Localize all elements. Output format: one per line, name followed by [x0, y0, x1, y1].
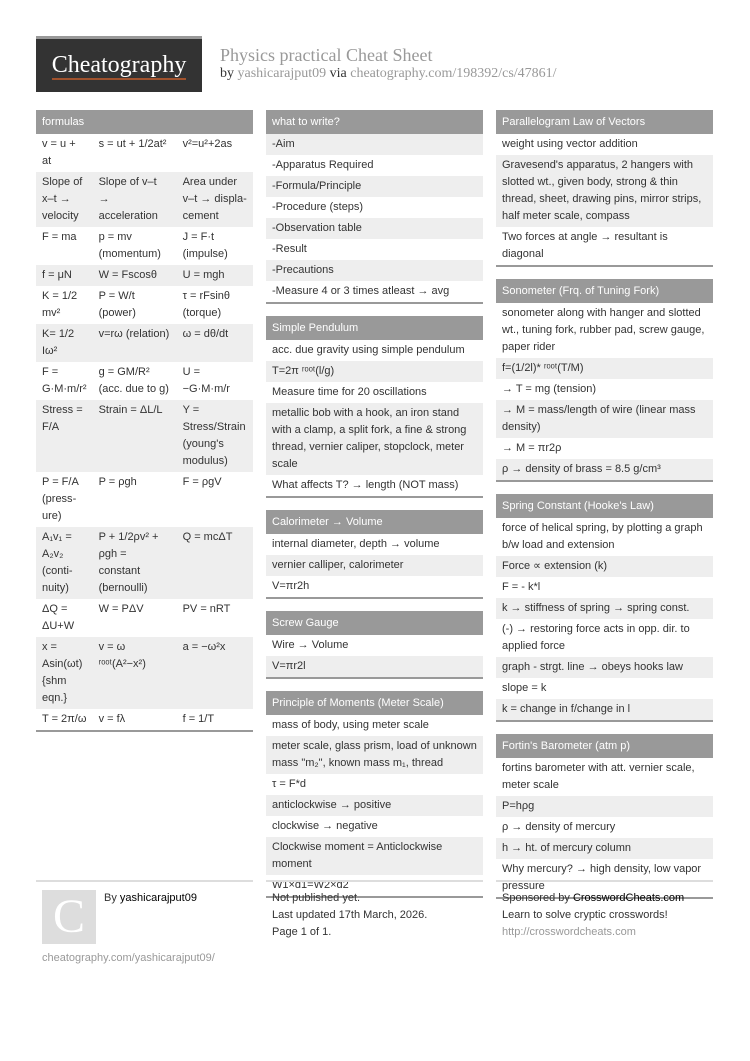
section-row: Force ∝ extension (k): [496, 556, 713, 577]
section-row: h → ht. of mercury column: [496, 838, 713, 859]
section-simple-pendulum: [266, 316, 483, 498]
author-link[interactable]: yashicarajput09: [237, 66, 327, 81]
sponsor-link[interactable]: CrosswordCheats.com: [572, 892, 685, 904]
section-row: k = change in f/change in l: [496, 699, 713, 720]
formula-cell: v = u + at: [42, 138, 76, 167]
formula-row: [36, 324, 253, 362]
formula-cell: v = fλ: [98, 713, 126, 725]
sheet-url-link[interactable]: cheatography.com/198392/cs/47861/: [350, 66, 557, 81]
section-row: Why mercury? → high density, low vapor pressure: [496, 859, 713, 897]
section-row: -Measure 4 or 3 times atleast → avg: [266, 281, 483, 302]
formula-cell: p = mv (momentum): [98, 231, 161, 260]
formula-row: [36, 709, 253, 730]
section-header: Fortin's Barometer (atm p): [496, 734, 713, 758]
page-title: Physics practical Cheat Sheet: [220, 45, 433, 65]
formula-cell: v=rω (relation): [93, 324, 177, 362]
formula-cell: P = ρgh: [98, 476, 137, 488]
section-row: graph - strgt. line → obeys hooks law: [496, 657, 713, 678]
section-row: (-) → restoring force acts in opp. dir. to applied force: [496, 619, 713, 657]
formula-row: [36, 362, 253, 400]
formula-cell: v²=u²+2as: [182, 138, 233, 150]
formula-cell: τ = rFsinθ (torque): [182, 290, 231, 319]
formula-row: [36, 227, 253, 265]
formula-row: [36, 527, 253, 599]
footer-sponsor: Sponsored by CrosswordCheats.com Learn to solve cryptic crosswords! http://crosswordcheats.com: [496, 880, 713, 941]
section-principle-of-moments-meter-scale: [266, 691, 483, 898]
footer-author: C By yashicarajput09 cheatography.com/yashicarajput09/: [36, 880, 253, 960]
formula-row: [36, 134, 253, 172]
formula-cell: x = Asin(ωt) {shm eqn.}: [36, 637, 93, 709]
column-3: [496, 110, 713, 911]
formula-cell: P = W/t (power): [98, 290, 136, 319]
formula-cell: W = PΔV: [98, 603, 144, 615]
section-header: Calorimeter → Volume: [266, 510, 483, 534]
formulas-table: [36, 134, 253, 730]
section-row: -Formula/Principle: [266, 176, 483, 197]
formula-cell: s = ut + 1/2at²: [98, 138, 167, 150]
formula-cell: f = μN: [36, 265, 93, 286]
formula-cell: ΔQ = ΔU+W: [42, 603, 75, 632]
section-screw-gauge: [266, 611, 483, 679]
section-row: acc. due gravity using simple pendulum: [266, 340, 483, 361]
section-row: mass of body, using meter scale: [266, 715, 483, 736]
formula-cell: Q = mcΔT: [177, 527, 253, 599]
formula-cell: W = Fscosθ: [93, 265, 177, 286]
formula-cell: F = G·M·m/r²: [42, 366, 87, 395]
section-row: slope = k: [496, 678, 713, 699]
avatar: C: [42, 890, 96, 944]
section-header: Simple Pendulum: [266, 316, 483, 340]
formula-cell: PV = nRT: [182, 603, 231, 615]
section-fortin-s-barometer-atm-p: [496, 734, 713, 899]
formula-cell: g = GM/R² (acc. due to g): [98, 366, 169, 395]
section-row: T=2π ʳᵒᵒᵗ(l/g): [266, 361, 483, 382]
formula-cell: Slope of v–t → acceleration: [93, 172, 177, 227]
formula-cell: v = ω ʳᵒᵒᵗ(A²−x²): [93, 637, 177, 709]
formula-cell: K= 1/2 Iω²: [36, 324, 93, 362]
section-header: Principle of Moments (Meter Scale): [266, 691, 483, 715]
section-sonometer-frq-of-tuning-fork: [496, 279, 713, 482]
formula-cell: a = −ω²x: [177, 637, 253, 709]
section-row: metallic bob with a hook, an iron stand with a clamp, a split fork, a fine & strong thread, vernier caliper, stopclock, meter scale: [266, 403, 483, 475]
byline: by yashicarajput09 via cheatography.com/198392/cs/47861/: [220, 66, 557, 81]
formula-cell: F = ma: [42, 231, 77, 243]
section-row: -Result: [266, 239, 483, 260]
formula-cell: U = mgh: [177, 265, 253, 286]
section-row: τ = F*d: [266, 774, 483, 795]
section-row: V=πr2h: [266, 576, 483, 597]
formula-cell: f = 1/T: [182, 713, 215, 725]
section-row: F = - k*l: [496, 577, 713, 598]
section-row: Wire → Volume: [266, 635, 483, 656]
section-row: meter scale, glass prism, load of unknown mass "m₂", known mass m₁, thread: [266, 736, 483, 774]
section-formulas: [36, 110, 253, 732]
footer-author-link[interactable]: yashicarajput09: [119, 892, 197, 904]
formula-cell: Stress = F/A: [36, 400, 93, 472]
sponsor-url-link[interactable]: http://crosswordcheats.com: [502, 926, 636, 938]
section-row: -Apparatus Required: [266, 155, 483, 176]
formula-row: [36, 472, 253, 527]
formula-cell: Slope of x–t → velocity: [36, 172, 93, 227]
section-row: clockwise → negative: [266, 816, 483, 837]
formula-row: [36, 172, 253, 227]
section-header: Parallelogram Law of Vectors: [496, 110, 713, 134]
section-row: P=hρg: [496, 796, 713, 817]
section-header: formulas: [36, 110, 253, 134]
section-header: Spring Constant (Hooke's Law): [496, 494, 713, 518]
section-row: weight using vector addition: [496, 134, 713, 155]
formula-cell: Y = Stress/Strain (young's modulus): [177, 400, 253, 472]
section-header: Screw Gauge: [266, 611, 483, 635]
section-row: f=(1/2l)* ʳᵒᵒᵗ(T/M): [496, 358, 713, 379]
section-row: force of helical spring, by plotting a graph b/w load and extension: [496, 518, 713, 556]
section-row: internal diameter, depth → volume: [266, 534, 483, 555]
formula-cell: Area under v–t → displacement: [177, 172, 253, 227]
footer-info: Not published yet. Last updated 17th March, 2026. Page 1 of 1.: [266, 880, 483, 941]
section-row: -Aim: [266, 134, 483, 155]
section-row: -Procedure (steps): [266, 197, 483, 218]
section-calorimeter-volume: [266, 510, 483, 599]
section-row: Two forces at angle → resultant is diagonal: [496, 227, 713, 265]
formula-cell: Strain = ΔL/L: [93, 400, 177, 472]
section-header: what to write?: [266, 110, 483, 134]
column-1: [36, 110, 253, 744]
formula-row: [36, 599, 253, 637]
section-what-to-write: [266, 110, 483, 304]
formula-cell: P + 1/2ρv² + ρgh = constant (bernoulli): [93, 527, 177, 599]
formula-cell: J = F·t (impulse): [182, 231, 228, 260]
formula-row: [36, 265, 253, 286]
formula-cell: F = ρgV: [182, 476, 222, 488]
section-row: vernier calliper, calorimeter: [266, 555, 483, 576]
section-row: ρ → density of brass = 8.5 g/cm³: [496, 459, 713, 480]
section-spring-constant-hooke-s-law: [496, 494, 713, 722]
section-row: anticlockwise → positive: [266, 795, 483, 816]
formula-cell: ω = dθ/dt: [177, 324, 253, 362]
section-row: sonometer along with hanger and slotted wt., tuning fork, rubber pad, screw gauge, paper rider: [496, 303, 713, 358]
section-row: fortins barometer with att. vernier scale, meter scale: [496, 758, 713, 796]
section-row: → M = πr2ρ: [496, 438, 713, 459]
section-row: Clockwise moment = Anticlockwise moment: [266, 837, 483, 875]
section-row: V=πr2l: [266, 656, 483, 677]
formula-cell: K = 1/2 mv²: [42, 290, 78, 319]
profile-link[interactable]: cheatography.com/yashicarajput09/: [42, 952, 215, 964]
section-row: → M = mass/length of wire (linear mass density): [496, 400, 713, 438]
formula-row: [36, 400, 253, 472]
formula-cell: T = 2π/ω: [42, 713, 87, 725]
section-row: -Precautions: [266, 260, 483, 281]
column-2: [266, 110, 483, 910]
formula-cell: P = F/A (pressure): [42, 476, 79, 522]
section-header: Sonometer (Frq. of Tuning Fork): [496, 279, 713, 303]
formula-row: [36, 637, 253, 709]
formula-cell: U = −G·M·m/r: [182, 366, 230, 395]
section-row: → T = mg (tension): [496, 379, 713, 400]
section-row: -Observation table: [266, 218, 483, 239]
formula-cell: A₁v₁ = A₂v₂ (continuity): [36, 527, 93, 599]
section-parallelogram-law-of-vectors: [496, 110, 713, 267]
cheatography-logo[interactable]: Cheatography: [36, 36, 202, 92]
section-row: What affects T? → length (NOT mass): [266, 475, 483, 496]
section-row: ρ → density of mercury: [496, 817, 713, 838]
formula-row: [36, 286, 253, 324]
section-row: Gravesend's apparatus, 2 hangers with slotted wt., given body, strong & thin thread, sheet, drawing pins, mirror strips, half meter scale, compass: [496, 155, 713, 227]
section-row: Measure time for 20 oscillations: [266, 382, 483, 403]
section-row: W1×d1=W2×d2: [266, 875, 483, 896]
section-row: k → stiffness of spring → spring const.: [496, 598, 713, 619]
